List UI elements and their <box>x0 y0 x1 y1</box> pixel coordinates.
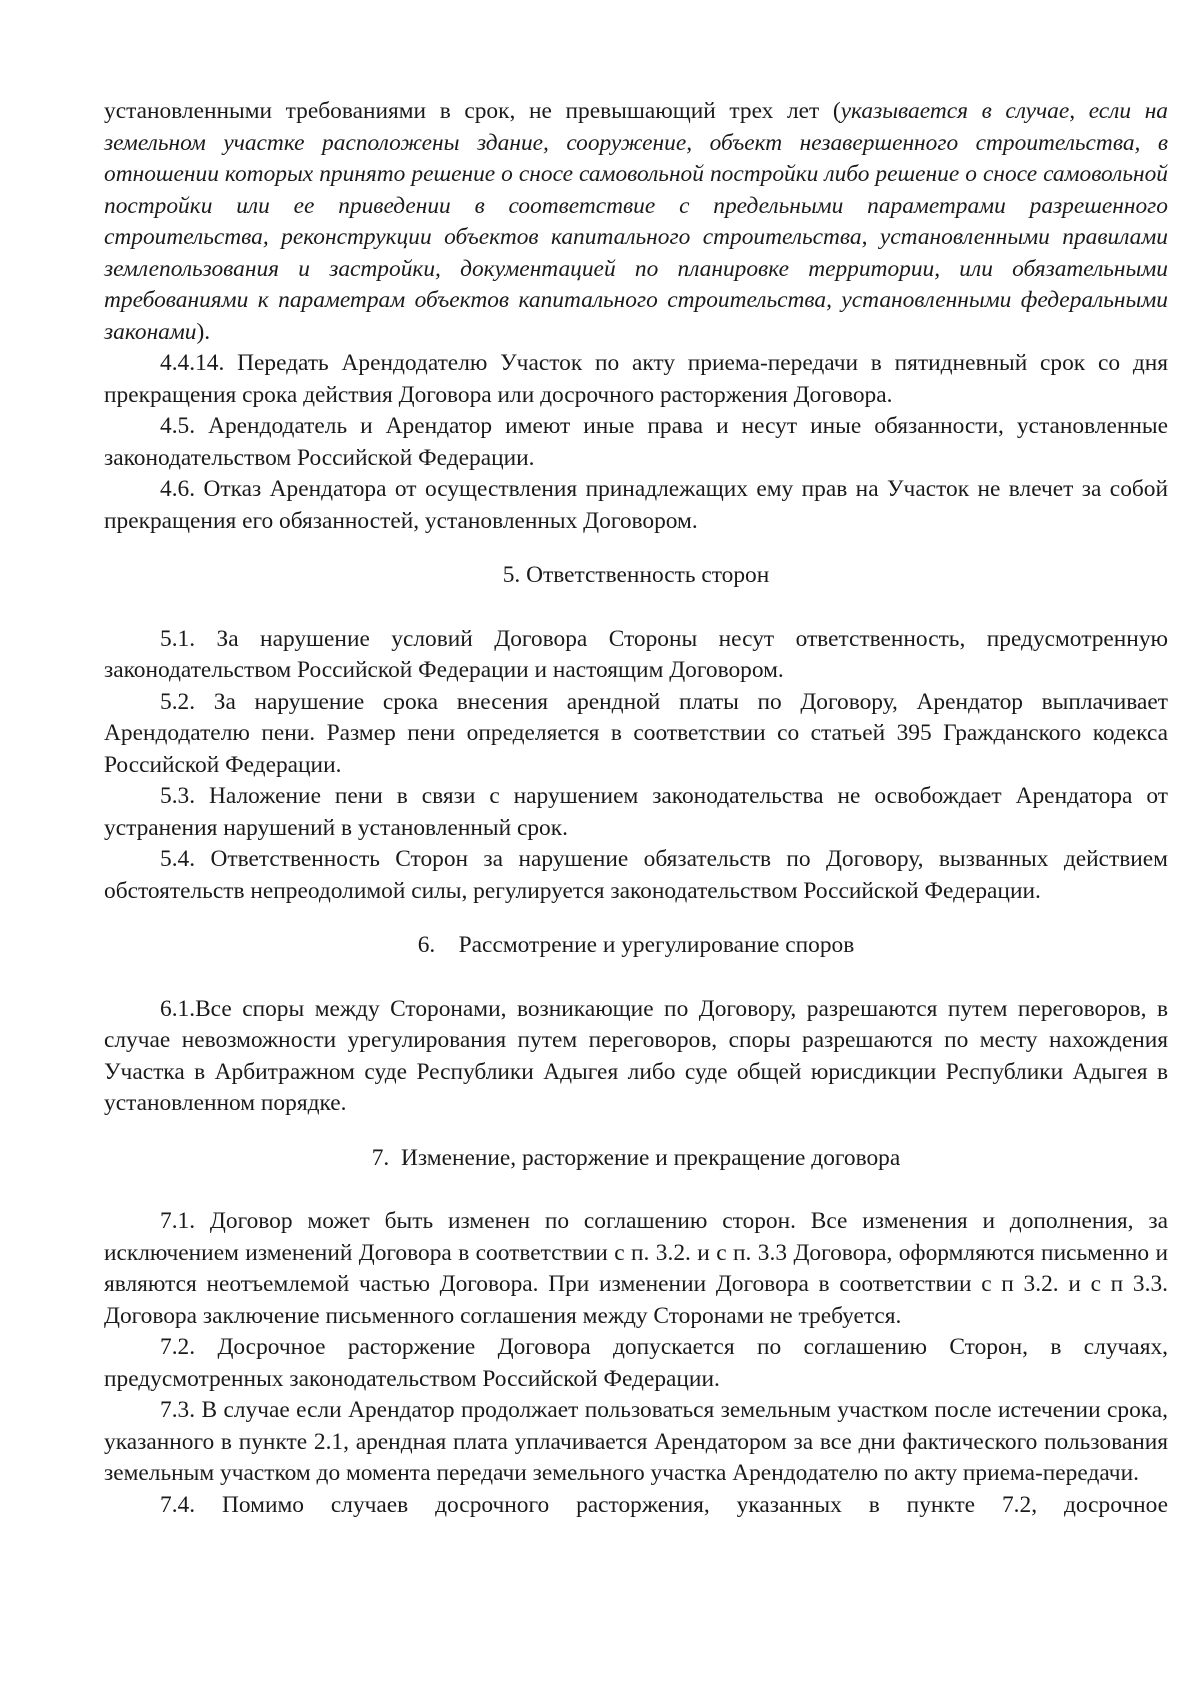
paragraph-text: установленными требованиями в срок, не превышающий трех лет ( <box>104 98 841 124</box>
paragraph-7-3: 7.3. В случае если Арендатор продолжает пользоваться земельным участком после истечении срока, указанного в пункте 2.1, арендная плата уплачивается Арендатором за все дни фактического пользования земельным участком до момента передачи земельного участка Арендодателю по акту приема-передачи. <box>104 1397 1168 1486</box>
paragraph-7-2: 7.2. Досрочное расторжение Договора допускается по соглашению Сторон, в случаях, предусмотренных законодательством Российской Федерации. <box>104 1334 1168 1392</box>
paragraph-7-4: 7.4. Помимо случаев досрочного расторжения, указанных в пункте 7.2, досрочное <box>160 1491 1168 1518</box>
paragraph-4-4-14: 4.4.14. Передать Арендодателю Участок по акту приема-передачи в пятидневный срок со дня прекращения срока действия Договора или досрочного расторжения Договора. <box>104 350 1168 408</box>
paragraph-5-2: 5.2. За нарушение срока внесения арендной платы по Договору, Арендатор выплачивает Арендодателю пени. Размер пени определяется в соответствии со статьей 395 Гражданского кодекса Российской Федерации. <box>104 688 1168 778</box>
paragraph-5-1: 5.1. За нарушение условий Договора Стороны несут ответственность, предусмотренную законодательством Российской Федерации и настоящим Договором. <box>104 625 1168 683</box>
paragraph-4-4-13-continuation <box>104 96 1168 348</box>
document-page <box>104 96 1168 1521</box>
paragraph-6-1: 6.1.Все споры между Сторонами, возникающие по Договору, разрешаются путем переговоров, в случае невозможности урегулирования путем переговоров, споры разрешаются по месту нахождения Участка в Арбитражном суде Республики Адыгея либо суде общей юрисдикции Республики Адыгея в установленном порядке. <box>104 995 1168 1116</box>
italic-note: указывается в случае, если на земельном участке расположены здание, сооружение, объект незавершенного строительства, в отношении которых принято решение о сносе самовольной постройки либо решение о сносе самовольной постройки или ее приведении в соответствие с предельными параметрами разрешенного строительства, реконструкции объектов капитального строительства, установленными правилами землепользования и застройки, документацией по планировке территории, или обязательными требованиями к параметрам объектов капитального строительства, установленными федеральными законами <box>104 98 1168 345</box>
paragraph-5-4: 5.4. Ответственность Сторон за нарушение обязательств по Договору, вызванных действием обстоятельств непреодолимой силы, регулируется законодательством Российской Федерации. <box>104 846 1168 904</box>
paragraph-7-1: 7.1. Договор может быть изменен по соглашению сторон. Все изменения и дополнения, за исключением изменений Договора в соответствии с п. 3.2. и с п. 3.3 Договора, оформляются письменно и являются неотъемлемой частью Договора. При изменении Договора в соответствии с п 3.2. и с п 3.3. Договора заключение письменного соглашения между Сторонами не требуется. <box>104 1208 1168 1329</box>
paragraph-4-6: 4.6. Отказ Арендатора от осуществления принадлежащих ему прав на Участок не влечет за собой прекращения его обязанностей, установленных Договором. <box>104 476 1168 534</box>
paragraph-4-5: 4.5. Арендодатель и Арендатор имеют иные права и несут иные обязанности, установленные законодательством Российской Федерации. <box>104 413 1168 471</box>
paragraph-text-end: ). <box>196 318 211 345</box>
section-heading-7: 7. Изменение, расторжение и прекращение договора <box>371 1144 901 1171</box>
section-heading-5: 5. Ответственность сторон <box>502 562 770 588</box>
section-heading-6: 6. Рассмотрение и урегулирование споров <box>417 932 855 958</box>
paragraph-5-3: 5.3. Наложение пени в связи с нарушением законодательства не освобождает Арендатора от устранения нарушений в установленный срок. <box>104 783 1168 841</box>
